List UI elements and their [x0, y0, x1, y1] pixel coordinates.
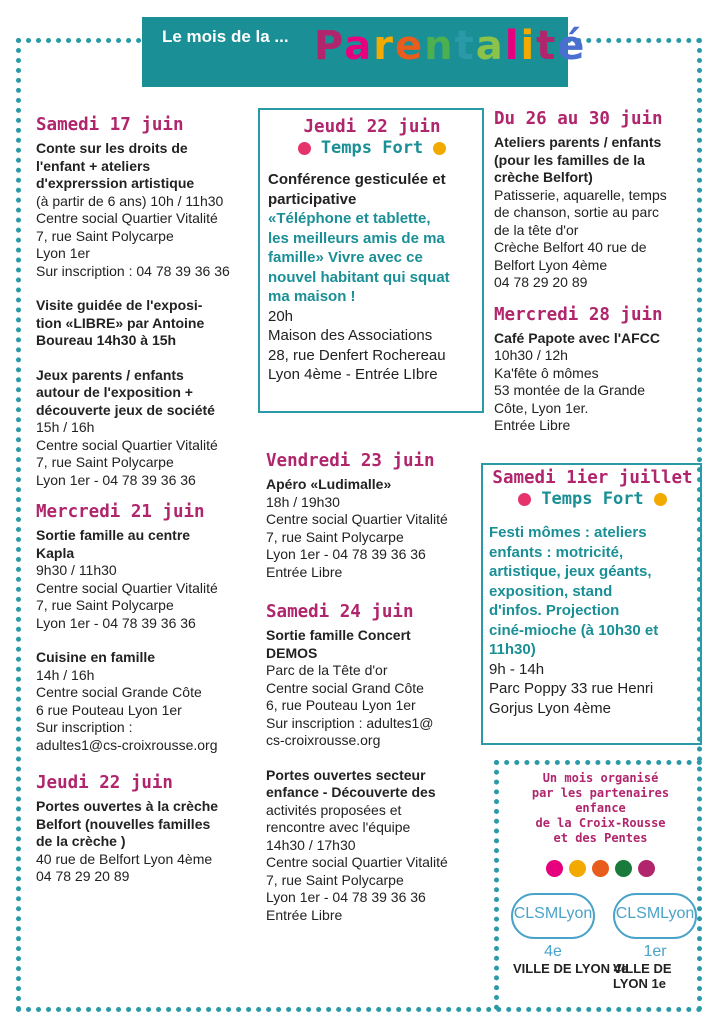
text-line: découverte jeux de société	[36, 401, 215, 418]
text-line: enfants : motricité,	[489, 543, 624, 561]
text-line: Boureau 14h30 à 15h	[36, 332, 177, 348]
text-line: de la crèche )	[36, 833, 126, 849]
partner-dot-icon	[615, 860, 632, 877]
event	[36, 367, 252, 490]
ville-de-lyon-4-logo: VILLE DE LYON 4e	[513, 961, 629, 976]
text-line: artistique, jeux géants,	[489, 563, 652, 580]
date-heading: Mercredi 28 juin	[494, 304, 663, 325]
date-heading: Vendredi 23 juin	[266, 451, 435, 471]
header-subtitle: Le mois de la ...	[162, 27, 289, 46]
text-line: Portes ouvertes à la crèche	[36, 798, 219, 814]
text-line: Kapla	[36, 544, 75, 561]
event	[36, 649, 252, 754]
event	[36, 297, 252, 350]
text-line: «Téléphone et tablette,	[268, 210, 431, 227]
text-line: Sur inscription : adultes1@	[266, 714, 434, 731]
text-line: Entrée Libre	[266, 906, 343, 923]
text-line: tion «LIBRE» par Antoine	[36, 314, 205, 331]
title-letter: a	[475, 23, 505, 69]
text-line: rencontre avec l'équipe	[266, 819, 411, 835]
text-line: enfance	[575, 801, 626, 815]
text-line: Belfort Lyon 4ème	[494, 256, 608, 273]
text-line: Crèche Belfort 40 rue de	[494, 239, 647, 255]
text-line: participative	[268, 190, 357, 208]
title-letter: l	[504, 23, 521, 69]
text-line: Sur inscription :	[36, 719, 133, 735]
text-line: Belfort (nouvelles familles	[36, 815, 211, 832]
text-line: Centre social Quartier Vitalité	[36, 210, 218, 226]
date-heading: Samedi 1ier juillet	[492, 468, 693, 488]
text-line: activités proposées et	[266, 801, 402, 818]
text-line: (à partir de 6 ans) 10h / 11h30	[36, 192, 224, 209]
text-line: 10h30 / 12h	[494, 347, 568, 363]
title-letter: a	[344, 23, 374, 69]
clsm-lyon4-logo: CLSMLyon 4e	[511, 893, 595, 939]
text-line: Cuisine en famille	[36, 649, 156, 665]
column-left	[36, 114, 252, 886]
text-line: et des Pentes	[553, 831, 648, 845]
text-line: Centre social Quartier Vitalité	[36, 579, 218, 596]
text-line: 40 rue de Belfort Lyon 4ème	[36, 850, 213, 867]
date-heading: Du 26 au 30 juin	[494, 109, 663, 129]
text-line: DEMOS	[266, 644, 318, 661]
text-line: Centre social Quartier Vitalité	[266, 511, 448, 527]
temps-fort-label: Temps Fort	[489, 489, 696, 509]
text-line: Conte sur les droits de	[36, 140, 188, 156]
text-line: ciné-mioche (à 10h30 et	[489, 621, 659, 639]
temps-fort-box	[481, 463, 702, 745]
partners-panel	[494, 760, 702, 1010]
text-line: 7, rue Saint Polycarpe	[266, 528, 404, 545]
event	[494, 134, 694, 292]
text-line: 6, rue Pouteau Lyon 1er	[266, 697, 416, 713]
text-line: 53 montée de la Grande	[494, 382, 645, 398]
text-line: 04 78 29 20 89	[494, 274, 588, 290]
title-letter: é	[557, 23, 587, 69]
text-line: Café Papote avec l'AFCC	[494, 329, 660, 346]
title-letter: e	[394, 23, 425, 69]
text-line: Entrée Libre	[494, 417, 571, 433]
text-line: Centre social Quartier Vitalité	[266, 854, 448, 870]
date-heading: Samedi 17 juin	[36, 115, 184, 135]
event	[36, 140, 252, 280]
temps-fort-label: Temps Fort	[268, 138, 476, 158]
text-line: Festi mômes : ateliers	[489, 524, 647, 541]
event-subtitle	[268, 209, 476, 307]
header-title	[314, 23, 586, 69]
text-line: 14h30 / 17h30	[266, 836, 356, 853]
partner-dot-icon	[569, 860, 586, 877]
event-title	[489, 523, 696, 660]
text-line: ma maison !	[268, 288, 356, 305]
partners-text	[499, 771, 702, 846]
text-line: 7, rue Saint Polycarpe	[266, 871, 404, 888]
title-letter: n	[424, 23, 455, 69]
text-line: 15h / 16h	[36, 419, 95, 435]
partner-dot-icon	[638, 860, 655, 877]
text-line: 28, rue Denfert Rochereau	[268, 346, 446, 364]
text-line: Ka'fête ô mômes	[494, 364, 599, 381]
text-line: d'exprerssion artistique	[36, 175, 195, 191]
event-details	[489, 660, 696, 719]
text-line: Centre social Grand Côte	[266, 679, 424, 696]
text-line: 20h	[268, 307, 294, 325]
text-line: Un mois organisé	[542, 771, 659, 785]
text-line: Lyon 1er - 04 78 39 36 36	[36, 614, 196, 631]
date-heading: Mercredi 21 juin	[36, 502, 205, 522]
text-line: Centre social Quartier Vitalité	[36, 436, 218, 453]
text-line: (pour les familles de la	[494, 151, 645, 168]
event	[266, 767, 486, 925]
title-letter: t	[454, 23, 476, 69]
partner-dot-icon	[546, 860, 563, 877]
text-line: Côte, Lyon 1er.	[494, 399, 589, 416]
event-title	[268, 170, 476, 209]
title-letter: t	[536, 23, 558, 69]
text-line: Sur inscription : 04 78 39 36 36	[36, 262, 230, 279]
text-line: exposition, stand	[489, 582, 613, 600]
text-line: 7, rue Saint Polycarpe	[36, 597, 174, 613]
dot-icon	[433, 142, 446, 155]
text-line: Visite guidée de l'exposi-	[36, 297, 203, 313]
text-line: Jeux parents / enfants	[36, 366, 184, 383]
text-line: Lyon 4ème - Entrée LIbre	[268, 366, 438, 383]
text-line: de la tête d'or	[494, 221, 579, 238]
text-line: famille» Vivre avec ce	[268, 249, 423, 266]
dot-icon	[298, 142, 311, 155]
text-line: Lyon 1er - 04 78 39 36 36	[36, 471, 196, 488]
text-line: Patisserie, aquarelle, temps	[494, 186, 667, 203]
page-header	[142, 17, 587, 87]
text-line: crèche Belfort)	[494, 169, 593, 185]
text-line: Apéro «Ludimalle»	[266, 476, 392, 492]
text-line: Centre social Grande Côte	[36, 684, 202, 700]
date-heading: Jeudi 22 juin	[303, 117, 441, 137]
text-line: 9h30 / 11h30	[36, 562, 117, 578]
text-line: enfance - Découverte des	[266, 784, 436, 800]
column-middle	[266, 450, 486, 924]
event	[36, 527, 252, 632]
partner-dots	[499, 860, 702, 882]
title-letter: r	[373, 23, 395, 69]
text-line: les meilleurs amis de ma	[268, 229, 445, 247]
text-line: Sortie famille Concert	[266, 627, 411, 643]
text-line: Sortie famille au centre	[36, 527, 191, 543]
text-line: l'enfant + ateliers	[36, 157, 151, 174]
text-line: autour de l'exposition +	[36, 384, 193, 400]
text-line: adultes1@cs-croixrousse.org	[36, 736, 218, 753]
text-line: cs-croixrousse.org	[266, 732, 381, 748]
ville-de-lyon-1-logo: VILLE DE LYON 1e	[613, 961, 672, 991]
text-line: de chanson, sortie au parc	[494, 204, 659, 220]
text-line: Lyon 1er - 04 78 39 36 36	[266, 889, 426, 905]
text-line: par les partenaires	[531, 786, 670, 800]
text-line: Maison des Associations	[268, 327, 433, 344]
text-line: Lyon 1er	[36, 245, 90, 261]
text-line: 6 rue Pouteau Lyon 1er	[36, 701, 182, 718]
event-details	[268, 307, 476, 385]
title-letter: i	[520, 23, 537, 69]
text-line: nouvel habitant qui squat	[268, 268, 450, 286]
text-line: 04 78 29 20 89	[36, 868, 130, 884]
text-line: Gorjus Lyon 4ème	[489, 699, 612, 717]
text-line: 11h30)	[489, 641, 536, 658]
text-line: 9h - 14h	[489, 660, 545, 678]
column-right	[494, 108, 694, 435]
dot-icon	[654, 493, 667, 506]
text-line: Lyon 1er - 04 78 39 36 36	[266, 546, 426, 562]
text-line: Conférence gesticulée et	[268, 171, 446, 188]
partner-dot-icon	[592, 860, 609, 877]
date-heading: Jeudi 22 juin	[36, 773, 173, 793]
date-heading: Samedi 24 juin	[266, 602, 414, 622]
text-line: Parc de la Tête d'or	[266, 662, 388, 678]
text-line: 7, rue Saint Polycarpe	[36, 227, 174, 244]
text-line: Portes ouvertes secteur	[266, 766, 426, 783]
text-line: de la Croix-Rousse	[535, 816, 666, 830]
clsm-lyon1-logo: CLSMLyon 1er	[613, 893, 697, 939]
dot-icon	[518, 493, 531, 506]
title-letter: P	[314, 23, 345, 69]
text-line: Entrée Libre	[266, 563, 343, 580]
event	[266, 627, 486, 750]
temps-fort-box	[258, 108, 484, 413]
event	[36, 798, 252, 886]
text-line: 14h / 16h	[36, 666, 95, 683]
text-line: Parc Poppy 33 rue Henri	[489, 680, 654, 697]
text-line: Ateliers parents / enfants	[494, 134, 662, 150]
text-line: 18h / 19h30	[266, 493, 340, 510]
event	[494, 330, 694, 435]
text-line: 7, rue Saint Polycarpe	[36, 454, 174, 470]
text-line: d'infos. Projection	[489, 602, 620, 619]
event	[266, 476, 486, 581]
